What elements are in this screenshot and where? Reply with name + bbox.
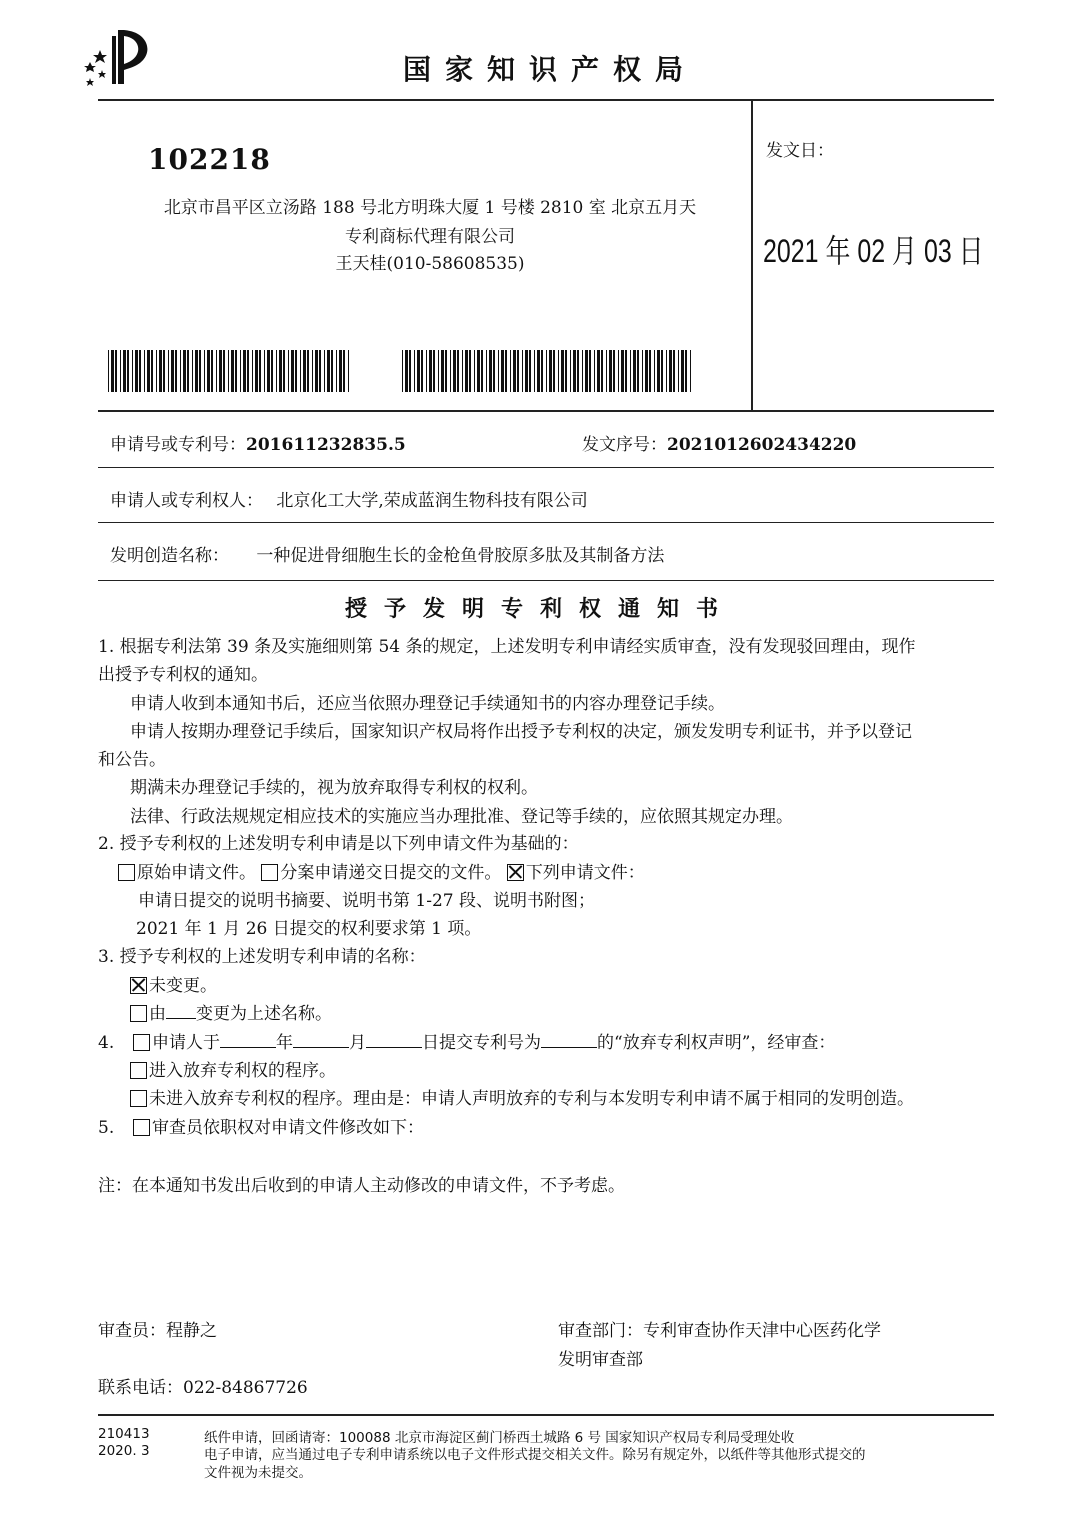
option-title-unchanged: 未变更。	[149, 976, 217, 996]
barcode-bar	[501, 350, 504, 392]
barcode-bar	[522, 350, 523, 392]
info-rule-2	[98, 467, 994, 468]
barcode-bar	[216, 350, 217, 392]
serial-label: 发文序号：	[582, 435, 667, 455]
checkbox-waiver-not-enter[interactable]	[130, 1090, 147, 1107]
barcode-bar	[315, 350, 318, 392]
barcode-bar	[465, 350, 468, 392]
barcode-bar	[666, 350, 667, 392]
barcode-left	[108, 350, 352, 392]
barcode-bar	[561, 350, 564, 392]
app-no-row	[110, 430, 406, 455]
barcode-bar	[405, 350, 408, 392]
barcode-bar	[180, 350, 181, 392]
barcode-bar	[661, 350, 663, 392]
barcode-bar	[649, 350, 651, 392]
option-ex-officio-amend: 审查员依职权对申请文件修改如下：	[152, 1118, 425, 1138]
barcode-bar	[450, 350, 451, 392]
barcode-bar	[192, 350, 193, 392]
waiver-text-b: 年	[276, 1033, 294, 1053]
barcode-bar	[642, 350, 643, 392]
barcode-bar	[156, 350, 157, 392]
barcode-bar	[219, 350, 222, 392]
section-4-option-1	[130, 1056, 336, 1081]
barcode-bar	[132, 350, 133, 392]
barcode-bar	[678, 350, 679, 392]
footer-line-3: 文件视为未提交。	[204, 1465, 312, 1481]
barcode-bar	[474, 350, 475, 392]
barcode-bar	[264, 350, 265, 392]
info-rule-4	[98, 580, 994, 581]
barcode-bar	[307, 350, 309, 392]
barcode-bar	[276, 350, 277, 392]
barcode-bar	[601, 350, 603, 392]
notice-p4: 期满未办理登记手续的，视为放弃取得专利权的权利。	[130, 778, 538, 798]
app-no-label: 申请号或专利号：	[110, 435, 246, 455]
barcode-bar	[135, 350, 138, 392]
section-2-detail-2: 2021 年 1 月 26 日提交的权利要求第 1 项。	[136, 919, 482, 939]
barcode-bar	[163, 350, 165, 392]
barcode-bar	[243, 350, 246, 392]
blank-day	[366, 1033, 422, 1048]
notice-p1b: 出授予专利权的通知。	[98, 665, 268, 685]
date-column-divider	[751, 100, 753, 411]
barcode-bar	[267, 350, 270, 392]
barcode-bar	[597, 350, 600, 392]
barcode-bar	[673, 350, 675, 392]
barcode-bar	[108, 350, 109, 392]
barcode-bar	[111, 350, 114, 392]
barcode-bar	[319, 350, 321, 392]
postcode: 102218	[148, 143, 271, 176]
barcode-bar	[457, 350, 459, 392]
barcode-bar	[271, 350, 273, 392]
barcode-bar	[144, 350, 145, 392]
barcode-bar	[414, 350, 415, 392]
barcode-bar	[147, 350, 150, 392]
option-waiver-enter: 进入放弃专利权的程序。	[149, 1061, 336, 1081]
exam-dept-line-1: 审查部门：专利审查协作天津中心医药化学	[558, 1321, 881, 1341]
section-2-heading: 2. 授予专利权的上述发明专利申请是以下列申请文件为基础的：	[98, 834, 579, 854]
barcode-bar	[621, 350, 624, 392]
cnipa-logo	[80, 26, 160, 90]
barcode-bar	[669, 350, 672, 392]
barcode-bar	[195, 350, 198, 392]
checkbox-ex-officio-amend[interactable]	[133, 1119, 150, 1136]
section-2-options	[118, 858, 645, 883]
barcode-bar	[489, 350, 492, 392]
footer-line-2: 电子申请，应当通过电子专利申请系统以电子文件形式提交相关文件。除另有规定外，以纸件等其他形式提交的	[204, 1447, 866, 1463]
barcode-bar	[585, 350, 588, 392]
option-listed-files: 下列申请文件：	[525, 863, 645, 883]
checkbox-title-changed[interactable]	[130, 1005, 147, 1022]
barcode-bar	[255, 350, 258, 392]
barcode-bar	[259, 350, 261, 392]
barcode-bar	[433, 350, 435, 392]
barcode-bar	[637, 350, 639, 392]
info-rule-3	[98, 522, 994, 523]
barcode-bar	[204, 350, 205, 392]
barcode-bar	[438, 350, 439, 392]
barcode-bar	[541, 350, 543, 392]
form-version: 2020. 3	[98, 1443, 150, 1459]
invention-title-label: 发明创造名称：	[110, 546, 229, 566]
barcode-bar	[151, 350, 153, 392]
option-title-changed-b: 变更为上述名称。	[196, 1004, 332, 1024]
app-no: 201611232835.5	[246, 435, 406, 455]
checkbox-title-unchanged[interactable]	[130, 977, 147, 994]
section-4-number: 4.	[98, 1033, 115, 1053]
barcode-bar	[510, 350, 511, 392]
serial-no: 2021012602434220	[667, 435, 857, 455]
notice-p3b: 和公告。	[98, 750, 166, 770]
barcode-bar	[421, 350, 423, 392]
barcode-bar	[336, 350, 337, 392]
barcode-right	[402, 350, 692, 392]
barcode-bar	[513, 350, 516, 392]
info-rule-1	[98, 410, 994, 412]
barcode-bar	[630, 350, 631, 392]
barcode-bar	[187, 350, 189, 392]
blank-patent-no	[541, 1033, 597, 1048]
barcode-bar	[409, 350, 411, 392]
checkbox-waiver[interactable]	[133, 1034, 150, 1051]
section-5-number: 5.	[98, 1118, 115, 1138]
barcode-bar	[654, 350, 655, 392]
barcode-bar	[589, 350, 591, 392]
barcode-bar	[300, 350, 301, 392]
barcode-bar	[453, 350, 456, 392]
barcode-bar	[235, 350, 237, 392]
invention-title-row	[110, 541, 664, 566]
barcode-bar	[534, 350, 535, 392]
blank-year	[220, 1033, 276, 1048]
barcode-bar	[228, 350, 229, 392]
checkbox-waiver-enter[interactable]	[130, 1062, 147, 1079]
notice-p5: 法律、行政法规规定相应技术的实施应当办理批准、登记等手续的，应依照其规定办理。	[130, 807, 793, 827]
barcode-bar	[529, 350, 531, 392]
barcode-bar	[685, 350, 687, 392]
blank-old-title	[166, 1004, 196, 1019]
form-code: 210413	[98, 1426, 150, 1442]
barcode-bar	[168, 350, 169, 392]
section-3-option-2	[130, 999, 332, 1024]
barcode-bar	[429, 350, 432, 392]
section-3-option-1	[130, 971, 217, 996]
option-divisional-files: 分案申请递交日提交的文件。	[280, 863, 502, 883]
barcode-bar	[657, 350, 660, 392]
barcode-bar	[606, 350, 607, 392]
agency-name: 国家知识产权局	[402, 53, 697, 86]
barcode-bar	[247, 350, 249, 392]
waiver-text-c: 月	[349, 1033, 367, 1053]
barcode-bar	[426, 350, 427, 392]
barcode-bar	[231, 350, 234, 392]
barcode-bar	[211, 350, 213, 392]
serial-row	[582, 430, 856, 455]
barcode-bar	[183, 350, 186, 392]
barcode-bar	[199, 350, 201, 392]
barcode-bar	[120, 350, 121, 392]
barcode-bar	[505, 350, 507, 392]
barcode-bar	[609, 350, 612, 392]
section-3-heading: 3. 授予专利权的上述发明专利申请的名称：	[98, 947, 426, 967]
barcode-bar	[207, 350, 210, 392]
waiver-text-e: 的“放弃专利权声明”，经审查：	[597, 1033, 836, 1053]
address-line-2: 专利商标代理有限公司	[345, 227, 515, 247]
barcode-bar	[537, 350, 540, 392]
barcode-bar	[477, 350, 480, 392]
barcode-bar	[115, 350, 117, 392]
barcode-bar	[549, 350, 552, 392]
barcode-bar	[223, 350, 225, 392]
checkbox-divisional-files[interactable]	[261, 864, 278, 881]
option-original-files: 原始申请文件。	[137, 863, 256, 883]
barcode-bar	[690, 350, 691, 392]
barcode-bar	[324, 350, 325, 392]
barcode-bar	[546, 350, 547, 392]
barcode-bar	[681, 350, 684, 392]
notice-note: 注：在本通知书发出后收到的申请人主动修改的申请文件，不予考虑。	[98, 1176, 625, 1196]
barcode-bar	[498, 350, 499, 392]
barcode-bar	[159, 350, 162, 392]
barcode-bar	[553, 350, 555, 392]
barcode-bar	[469, 350, 471, 392]
barcode-bar	[558, 350, 559, 392]
barcode-bar	[283, 350, 285, 392]
barcode-bar	[288, 350, 289, 392]
barcode-bar	[613, 350, 615, 392]
exam-dept-line-2: 发明审查部	[558, 1350, 643, 1370]
section-4-row	[98, 1028, 835, 1053]
notice-p3a: 申请人按期办理登记手续后，国家知识产权局将作出授予专利权的决定，颁发发明专利证书，并予以登记	[130, 722, 912, 742]
option-waiver-not-enter: 未进入放弃专利权的程序。理由是：申请人声明放弃的专利与本发明专利申请不属于相同的发明创造。	[149, 1089, 914, 1109]
barcode-bar	[279, 350, 282, 392]
contact-phone: 联系电话：022-84867726	[98, 1378, 308, 1398]
barcode-bar	[139, 350, 141, 392]
applicant-row	[110, 486, 588, 511]
barcode-bar	[417, 350, 420, 392]
barcode-bar	[582, 350, 583, 392]
waiver-text-a: 申请人于	[152, 1033, 221, 1053]
barcode-bar	[123, 350, 126, 392]
section-5-row	[98, 1113, 424, 1138]
barcode-bar	[517, 350, 519, 392]
barcode-bar	[645, 350, 648, 392]
barcode-bar	[570, 350, 571, 392]
barcode-bar	[594, 350, 595, 392]
barcode-bar	[633, 350, 636, 392]
barcode-bar	[402, 350, 403, 392]
barcode-bar	[573, 350, 576, 392]
notice-p1a: 1. 根据专利法第 39 条及实施细则第 54 条的规定，上述发明专利申请经实质审查，没有发现驳回理由，现作	[98, 637, 916, 657]
barcode-bar	[252, 350, 253, 392]
blank-month	[293, 1033, 349, 1048]
option-title-changed-a: 由	[149, 1004, 166, 1024]
barcode-bar	[481, 350, 483, 392]
header-rule	[98, 99, 994, 101]
footer-rule	[98, 1414, 994, 1416]
barcode-bar	[295, 350, 297, 392]
barcode-bar	[343, 350, 345, 392]
barcode-bar	[445, 350, 447, 392]
barcode-bar	[486, 350, 487, 392]
waiver-text-d: 日提交专利号为	[422, 1033, 542, 1053]
invention-title: 一种促进骨细胞生长的金枪鱼骨胶原多肽及其制备方法	[256, 546, 665, 566]
barcode-bar	[240, 350, 241, 392]
barcode-bar	[312, 350, 313, 392]
barcode-bar	[171, 350, 174, 392]
barcode-bar	[577, 350, 579, 392]
applicant: 北京化工大学,荣成蓝润生物科技有限公司	[276, 491, 588, 511]
barcode-bar	[462, 350, 463, 392]
barcode-bar	[441, 350, 444, 392]
barcode-bar	[525, 350, 528, 392]
barcode-bar	[339, 350, 342, 392]
barcode-bar	[331, 350, 333, 392]
barcode-bar	[348, 350, 349, 392]
address-line-1: 北京市昌平区立汤路 188 号北方明珠大厦 1 号楼 2810 室 北京五月天	[163, 198, 697, 218]
checkbox-listed-files[interactable]	[507, 864, 524, 881]
notice-title: 授予发明专利权通知书	[344, 597, 735, 622]
barcode-bar	[327, 350, 330, 392]
barcode-bar	[291, 350, 294, 392]
barcode-bar	[493, 350, 495, 392]
applicant-label: 申请人或专利权人：	[110, 491, 263, 511]
section-4-option-2	[130, 1084, 914, 1109]
barcode-bar	[127, 350, 129, 392]
examiner: 审查员：程静之	[98, 1321, 217, 1341]
barcode-bar	[625, 350, 627, 392]
barcode-bar	[618, 350, 619, 392]
barcode-bar	[303, 350, 306, 392]
section-2-detail-1: 申请日提交的说明书摘要、说明书第 1-27 段、说明书附图；	[138, 891, 595, 911]
contact-person: 王天桂(010-58608535)	[335, 254, 525, 274]
barcode-bar	[175, 350, 177, 392]
footer-line-1: 纸件申请，回函请寄：100088 北京市海淀区蓟门桥西土城路 6 号 国家知识产权局专利局受理处收	[204, 1430, 795, 1446]
send-date: 2021 年 02 月 03 日	[763, 233, 984, 269]
barcode-bar	[565, 350, 567, 392]
notice-p2: 申请人收到本通知书后，还应当依照办理登记手续通知书的内容办理登记手续。	[130, 694, 725, 714]
send-date-label: 发文日：	[766, 141, 834, 161]
checkbox-original-files[interactable]	[118, 864, 135, 881]
